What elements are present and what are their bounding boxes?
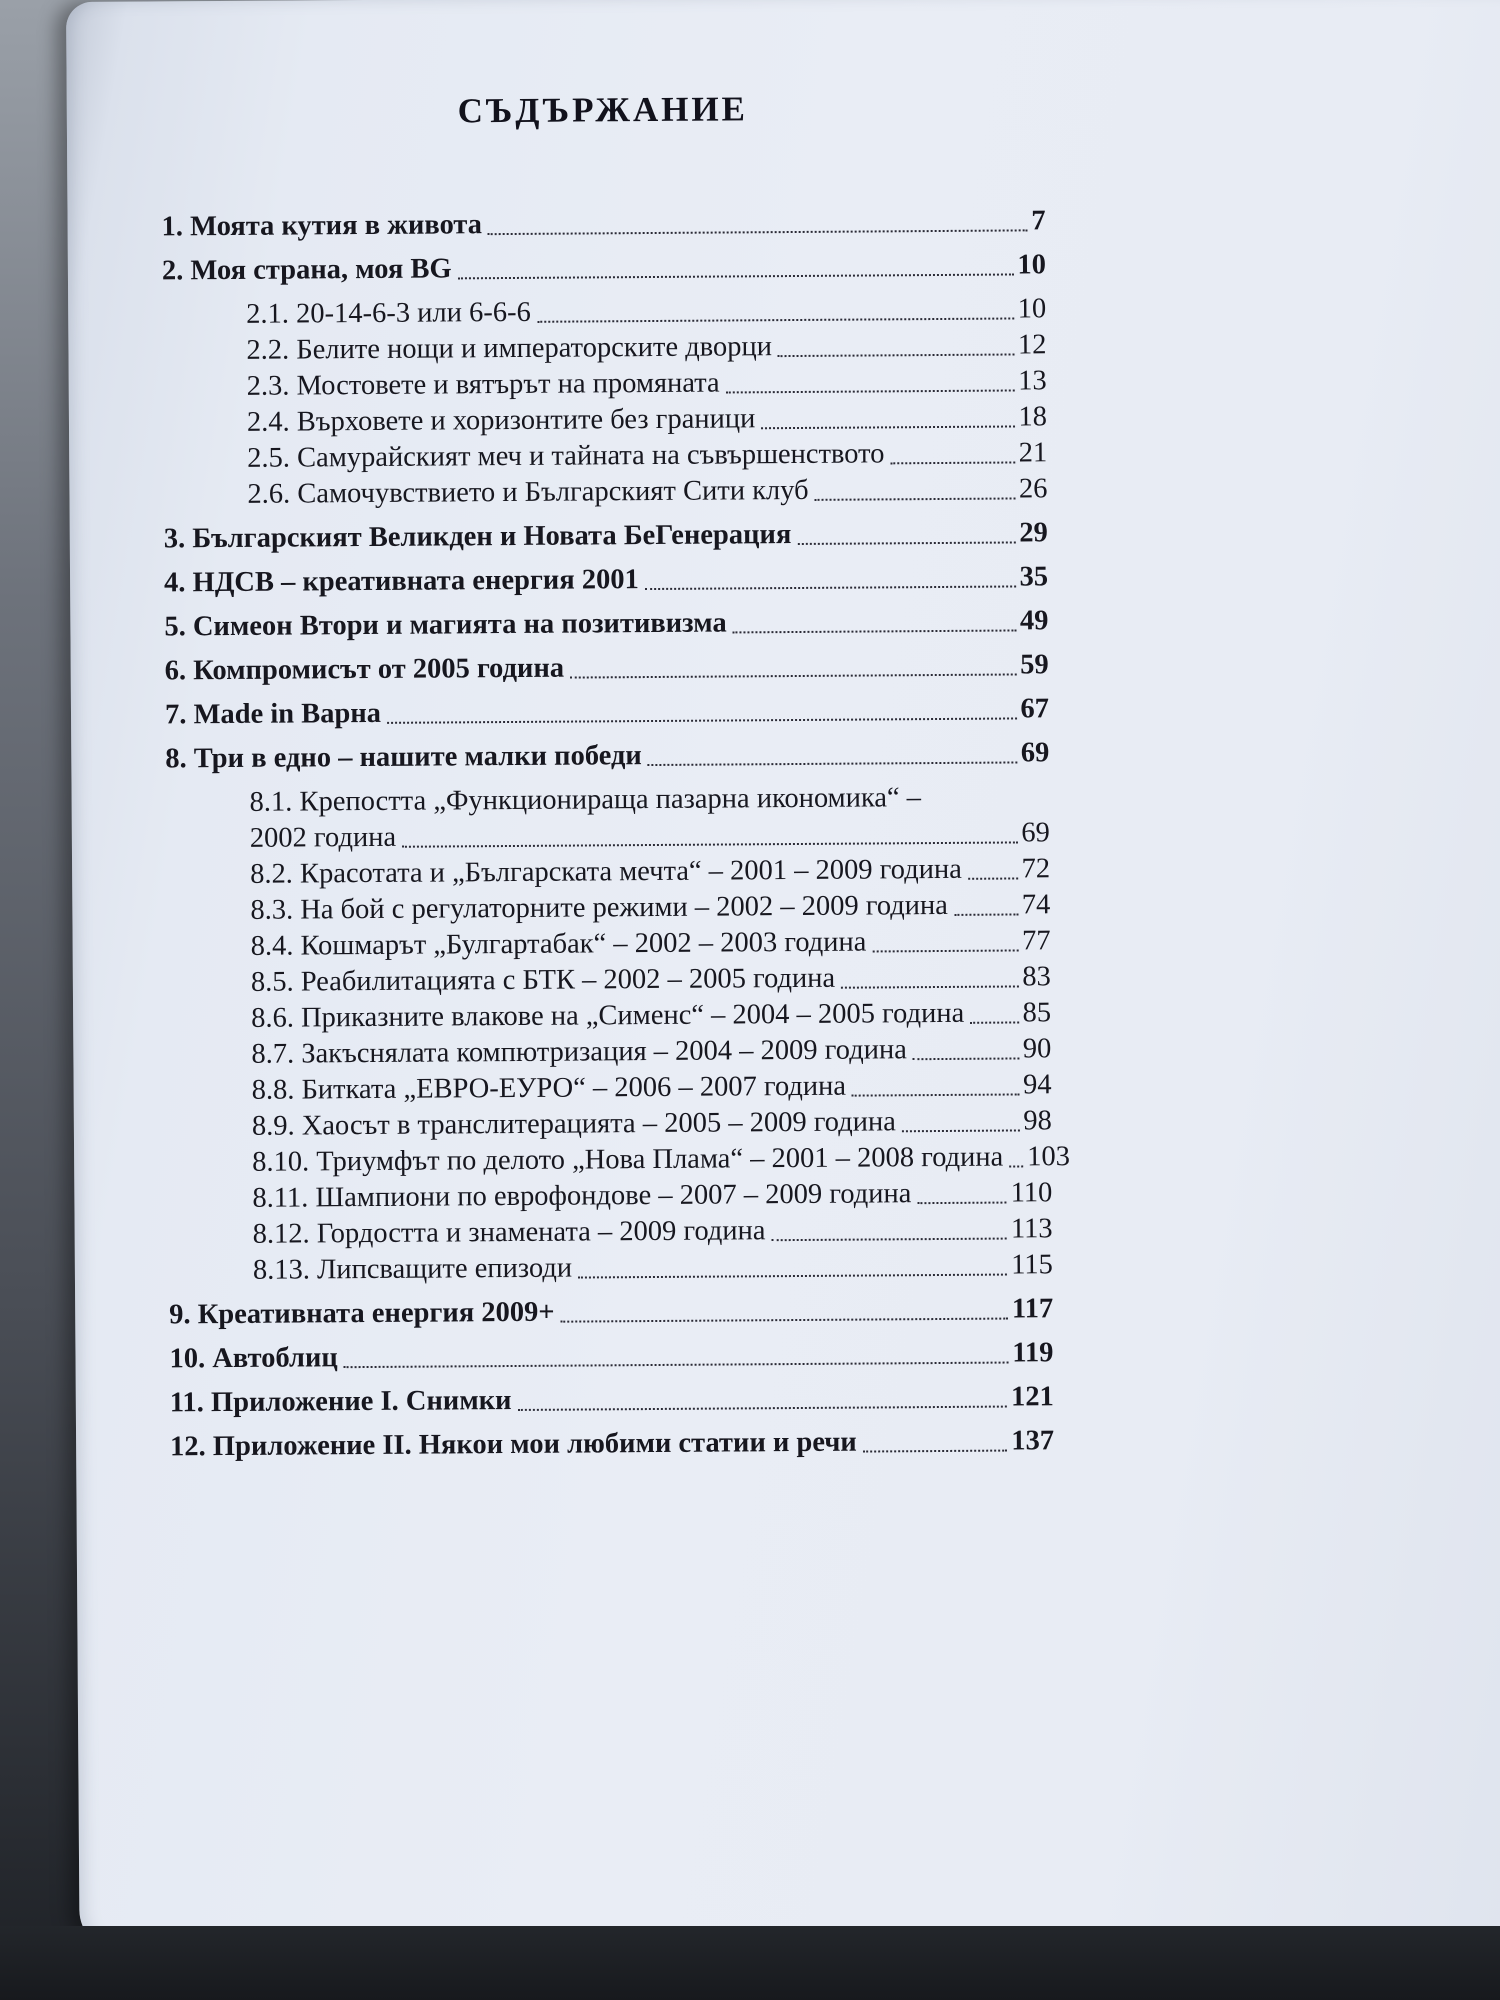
dot-leader bbox=[578, 1274, 1007, 1279]
toc-entry bbox=[168, 1175, 1052, 1217]
dot-leader bbox=[726, 389, 1015, 393]
dot-leader bbox=[863, 1450, 1008, 1453]
dot-leader bbox=[488, 229, 1027, 235]
toc-entry-label: 2.4. Върховете и хоризонтите без граници bbox=[246, 403, 756, 438]
toc-entry bbox=[163, 363, 1047, 405]
toc-page-number: 59 bbox=[1020, 649, 1049, 681]
dot-leader bbox=[954, 913, 1018, 915]
toc-page-number: 90 bbox=[1022, 1033, 1052, 1065]
toc-entry-label: 10. Автоблиц bbox=[169, 1342, 338, 1375]
toc-entry bbox=[164, 603, 1048, 645]
toc-page-number: 137 bbox=[1011, 1425, 1055, 1457]
toc-entry-label: 8.3. На бой с регулаторните режими – 2002 – 2009 година bbox=[250, 889, 948, 926]
toc-page-number: 18 bbox=[1018, 401, 1048, 433]
dot-leader bbox=[917, 1202, 1006, 1205]
toc-entry-label: 2. Моя страна, моя BG bbox=[161, 253, 452, 287]
toc-entry bbox=[162, 327, 1046, 369]
dot-leader bbox=[645, 585, 1016, 590]
toc-page-number: 35 bbox=[1019, 561, 1049, 593]
toc-page-number: 26 bbox=[1018, 473, 1048, 505]
dot-leader bbox=[458, 273, 1014, 279]
toc-entry-label: 8.5. Реабилитацията с БТК – 2002 – 2005 година bbox=[250, 962, 836, 998]
dot-leader bbox=[968, 877, 1018, 879]
toc-entry-label: 8.8. Битката „ЕВРО-ЕУРО“ – 2006 – 2007 година bbox=[251, 1070, 847, 1106]
toc-page-number: 110 bbox=[1010, 1177, 1053, 1209]
toc-entry bbox=[167, 995, 1051, 1037]
toc-entry-label: 2.6. Самочувствието и Българският Сити клуб bbox=[247, 474, 809, 510]
toc-page-number: 103 bbox=[1027, 1141, 1071, 1173]
toc-entry-label: 12. Приложение II. Някои мои любими статии и речи bbox=[170, 1426, 857, 1463]
toc-entry-label: 3. Българският Великден и Новата БеГенерация bbox=[163, 519, 792, 555]
toc-page-number: 85 bbox=[1022, 997, 1052, 1029]
toc-page-number: 69 bbox=[1021, 817, 1050, 849]
toc-page-number: 12 bbox=[1017, 329, 1047, 361]
toc-entry bbox=[167, 959, 1051, 1001]
toc-page-number: 49 bbox=[1019, 605, 1049, 637]
dot-leader bbox=[902, 1129, 1020, 1132]
toc-entry-label: 7. Made in Варна bbox=[164, 697, 382, 731]
toc-entry bbox=[169, 1247, 1053, 1289]
toc-entry bbox=[165, 647, 1049, 689]
dot-leader bbox=[561, 1318, 1008, 1323]
toc-entry bbox=[164, 559, 1048, 601]
toc-entry bbox=[163, 399, 1047, 441]
toc-entry bbox=[164, 515, 1048, 557]
photo-bottom-edge bbox=[0, 1926, 1500, 2000]
page-title: СЪДЪРЖАНИЕ bbox=[457, 89, 749, 131]
dot-leader bbox=[402, 841, 1017, 847]
toc-entry-label: 8.1. Крепостта „Функционираща пазарна икономика“ – bbox=[249, 782, 922, 818]
toc-entry-label: 2.1. 20-14-6-3 или 6-6-6 bbox=[246, 296, 531, 330]
page-content bbox=[161, 87, 1071, 1473]
toc-entry-label: 2.2. Белите нощи и императорските дворци bbox=[246, 331, 773, 366]
toc-page-number: 121 bbox=[1010, 1381, 1054, 1413]
dot-leader bbox=[852, 1093, 1019, 1096]
toc-entry-label: 8.12. Гордостта и знамената – 2009 година bbox=[252, 1215, 766, 1250]
toc-page-number: 72 bbox=[1021, 853, 1051, 885]
toc-entry bbox=[162, 291, 1046, 333]
toc-page-number: 67 bbox=[1020, 693, 1050, 725]
toc-page-number: 98 bbox=[1023, 1105, 1052, 1137]
toc-entry bbox=[166, 779, 1050, 857]
toc-entry bbox=[161, 203, 1045, 245]
toc-entry bbox=[169, 1211, 1053, 1253]
book-page bbox=[66, 0, 1500, 1952]
toc-entry-label: 2.3. Мостовете и вятърът на промяната bbox=[246, 367, 720, 402]
dot-leader bbox=[344, 1362, 1009, 1369]
toc-entry bbox=[166, 851, 1050, 893]
toc-entry bbox=[165, 691, 1049, 733]
toc-entry-label: 9. Креативната енергия 2009+ bbox=[169, 1296, 555, 1331]
toc-entry-label: 8.4. Кошмарът „Булгартабак“ – 2002 – 2003 година bbox=[250, 926, 867, 962]
dot-leader bbox=[1009, 1165, 1023, 1167]
toc-entry bbox=[165, 735, 1049, 777]
toc-entry bbox=[163, 435, 1047, 477]
toc-entry bbox=[167, 1031, 1051, 1073]
toc-page-number: 94 bbox=[1023, 1069, 1052, 1101]
toc-entry-label: 8.11. Шампиони по еврофондове – 2007 – 2009 година bbox=[252, 1178, 912, 1214]
dot-leader bbox=[733, 629, 1016, 633]
toc-entry-label: 8.9. Хаосът в транслитерацията – 2005 – 2009 година bbox=[251, 1106, 896, 1142]
toc-entry bbox=[167, 923, 1051, 965]
toc-page-number: 69 bbox=[1020, 737, 1050, 769]
toc-entry bbox=[168, 1139, 1071, 1181]
toc-entry-label: 2.5. Самурайският меч и тайната на съвършенството bbox=[247, 438, 885, 474]
toc-entry bbox=[168, 1103, 1052, 1145]
dot-leader bbox=[970, 1021, 1018, 1023]
toc-entry-label: 8.6. Приказните влакове на „Сименс“ – 2004 – 2005 година bbox=[251, 997, 965, 1034]
toc-page-number: 7 bbox=[1031, 205, 1046, 237]
toc-page-number: 74 bbox=[1021, 889, 1051, 921]
toc-entry bbox=[170, 1423, 1054, 1465]
dot-leader bbox=[797, 541, 1015, 545]
dot-leader bbox=[518, 1406, 1008, 1411]
toc-entry-label: 8.7. Закъснялата компютризация – 2004 – 2009 година bbox=[251, 1034, 907, 1070]
toc-page-number: 83 bbox=[1022, 961, 1051, 993]
dot-leader bbox=[772, 1238, 1007, 1242]
toc-entry-label: 4. НДСВ – креативната енергия 2001 bbox=[163, 564, 639, 599]
toc-entry bbox=[170, 1379, 1054, 1421]
toc-page-number: 115 bbox=[1011, 1249, 1053, 1281]
dot-leader bbox=[778, 353, 1014, 357]
toc-page-number: 113 bbox=[1010, 1213, 1053, 1245]
toc-entry-label: 11. Приложение I. Снимки bbox=[169, 1385, 512, 1419]
dot-leader bbox=[648, 761, 1017, 766]
toc-page-number: 77 bbox=[1022, 925, 1051, 957]
toc-entry-label: 8.13. Липсващите епизоди bbox=[252, 1252, 573, 1286]
table-of-contents bbox=[161, 203, 1071, 1465]
toc-entry-label: 8.2. Красотата и „Българската мечта“ – 2001 – 2009 година bbox=[250, 853, 962, 890]
toc-page-number: 10 bbox=[1017, 293, 1047, 325]
dot-leader bbox=[891, 461, 1015, 464]
toc-entry-label: 5. Симеон Втори и магията на позитивизма bbox=[164, 607, 727, 643]
toc-page-number: 29 bbox=[1019, 517, 1048, 549]
dot-leader bbox=[537, 317, 1014, 322]
toc-entry-label: 8. Три в едно – нашите малки победи bbox=[165, 740, 642, 775]
toc-entry-label-continued: 2002 година bbox=[249, 821, 397, 854]
toc-entry bbox=[169, 1335, 1053, 1377]
toc-page-number: 117 bbox=[1011, 1293, 1054, 1325]
toc-entry-label: 6. Компромисът от 2005 година bbox=[164, 652, 565, 687]
dot-leader bbox=[570, 673, 1016, 678]
toc-entry bbox=[168, 1067, 1052, 1109]
toc-page-number: 13 bbox=[1018, 365, 1047, 397]
toc-page-number: 21 bbox=[1018, 437, 1048, 469]
toc-entry bbox=[163, 471, 1047, 513]
dot-leader bbox=[872, 949, 1018, 952]
toc-entry-label: 8.10. Триумфът по делото „Нова Плама“ – 2001 – 2008 година bbox=[252, 1141, 1004, 1178]
toc-entry bbox=[169, 1291, 1053, 1333]
toc-page-number: 10 bbox=[1017, 249, 1047, 281]
toc-entry bbox=[166, 887, 1050, 929]
dot-leader bbox=[761, 425, 1014, 429]
dot-leader bbox=[913, 1057, 1019, 1060]
toc-entry-label: 1. Моята кутия в живота bbox=[161, 209, 483, 243]
toc-entry bbox=[162, 247, 1046, 289]
dot-leader bbox=[841, 985, 1018, 988]
toc-page-number: 119 bbox=[1012, 1337, 1054, 1369]
dot-leader bbox=[387, 717, 1017, 723]
dot-leader bbox=[815, 497, 1015, 500]
